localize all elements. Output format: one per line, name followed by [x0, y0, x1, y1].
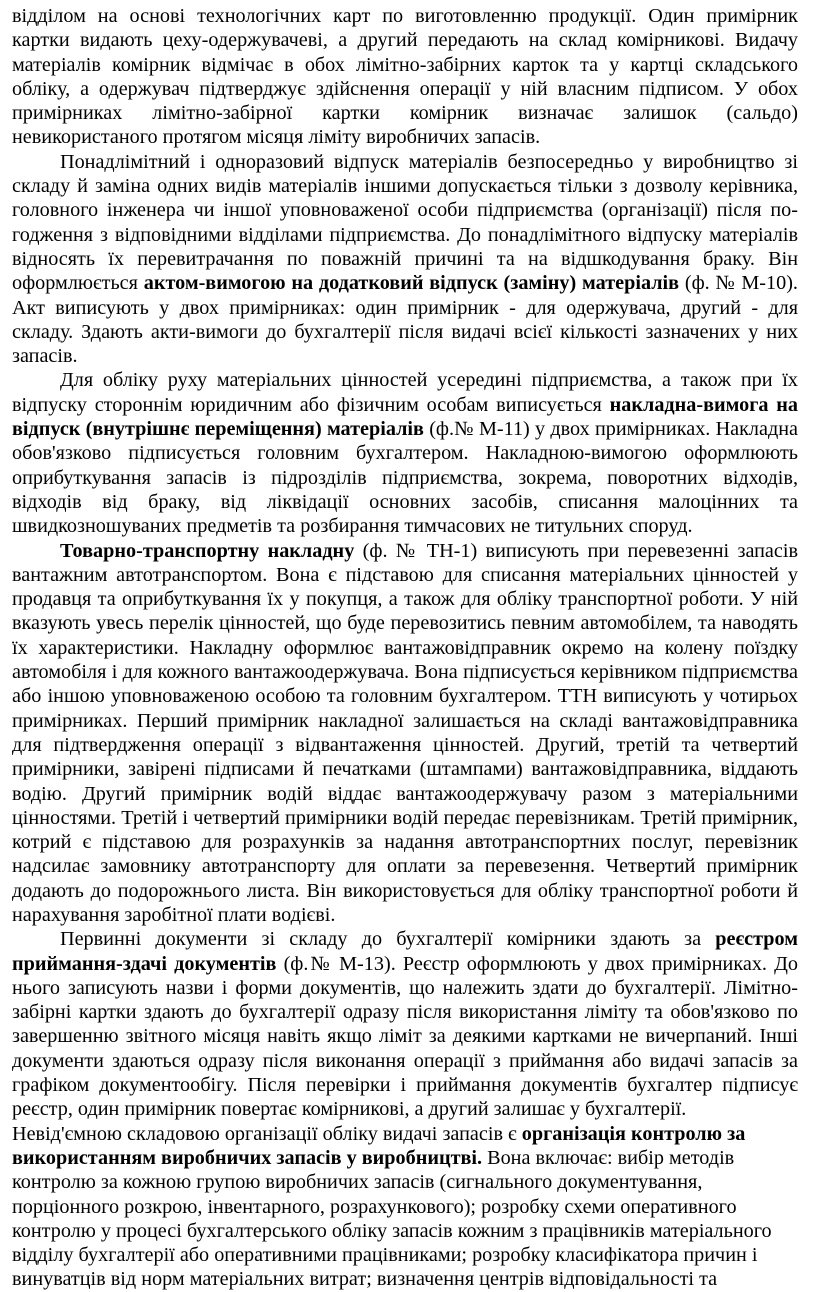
bold-term-invoice-demand: накладна-вимога на відпуск (внутрішнє переміщення) матеріалів: [12, 393, 798, 441]
paragraph-waybill: [12, 539, 798, 928]
bold-term-control: організація контролю за використанням виробничих запасів у виробництві.: [12, 1122, 746, 1169]
paragraph-text: Вона включає: вибір методів контролю за кожною групою виробничих запасів (сигнального документування, порціонного розкрою, інвентарного, розрахункового); розробку схеми оперативного контролю у процесі бухгалтерського обліку запасів кожним з працівників матеріального відділу бухгалтерії або оперативними працівниками; розробку класифікатора причин і винуватців від норм матеріальних витрат; визначення центрів відповідальності та: [12, 1146, 772, 1291]
bold-term-register: реєстром приймання-здачі документів: [12, 928, 798, 975]
paragraph-text: Для обліку руху матеріальних цінностей усередині підприємства, а також при їх відпуску стороннім юридичним або фізичним особам виписується: [12, 369, 798, 416]
paragraph-text: (ф. № М-10). Акт виписують у двох примірниках: один примірник - для одержувача, другий - для складу. Здають акти-вимоги до бухгалтерії після видачі всієї кількості зазначених у них запасів.: [12, 272, 798, 368]
bold-term-act-demand: актом-вимогою на додатковий відпуск (заміну) матеріалів: [143, 272, 680, 295]
paragraph-text: Невід'ємною складовою організації обліку видачі запасів є: [12, 1122, 522, 1145]
paragraph-register: [12, 927, 798, 1121]
paragraph-text: відділом на основі технологічних карт по виготовленню продукції. Один примірник картки видають цеху-одержувачеві, а другий передають на склад комірникові. Видачу матеріалів комірник відмічає в обох лімітно-забірних карток та у картці складського обліку, а одержувач підтверджує здійснення операції у ній власним підписом. У обох примірниках лімітно-забірної картки комірник визначає залишок (сальдо) невикористаного протягом місяця ліміту виробничих запасів.: [12, 5, 798, 149]
paragraph-text: (ф.№ М-13). Реєстр оформлюють у двох примірниках. До нього записують назви і форми документів, що належить здати до бухгалтерії. Лімітно-забірні картки здають до бухгалтерії одразу після використання ліміту та обов'язково по завершенню звітного місяця навіть якщо ліміт за деякими картками не вичерпаний. Інші документи здаються одразу після виконання операції з приймання або видачі запасів за графіком документообігу. Після перевірки і приймання документів бухгалтер підписує реєстр, один примірник повертає комірникові, а другий залишає у бухгалтерії.: [12, 952, 798, 1121]
bold-term-waybill: Товарно-транспортну накладну: [60, 539, 355, 562]
paragraph-overlimit-release: [12, 150, 798, 369]
paragraph-text: Первинні документи зі складу до бухгалтерії комірники здають за: [60, 928, 716, 951]
paragraph-control: [12, 1122, 798, 1292]
paragraph-internal-transfer: [12, 368, 798, 538]
paragraph-text: (ф. № ТН-1) виписують при перевезенні запасів вантажним автотранспортом. Вона є підставою для списання матеріальних цінностей у продавця та оприбуткування їх у покупця, а також для обліку транспортної роботи. У ній вказують увесь перелік цінностей, що буде перевозитись певним автомобілем, та наводять їх характеристики. Накладну оформлює вантажовідправник окремо на колену поїздку автомобіля і для кожного вантажоодержувача. Вона підписується керівником підприємства або іншою уповноваженою особою та головним бухгалтером. ТТН виписують у чотирьох примірниках. Перший примірник накладної залишається на складі вантажовідправника для підтвердження операції з відвантаження цінностей. Другий, третій та четвертий примірники, завірені підписами й печатками (штампами) вантажовідправника, віддають водію. Другий примірник водій віддає вантажоодержувачу разом з матеріальними цінностями. Третій і четвертий примірники водій передає перевізникам. Третій примірник, котрий є підставою для розрахунків за надання автотранспортних послуг, перевізник надсилає замовнику автотранспорту для оплати за перевезення. Четвертий примірник додають до подорожнього листа. Він використовується для обліку транспортної роботи й нарахування заробітної плати водієві.: [12, 539, 798, 926]
paragraph-text: Понадлімітний і одноразовий відпуск матеріалів безпосередньо у виробництво зі складу й заміна одних видів матеріалів іншими допускається тільки з дозволу керівника, головного інженера чи іншої уповноваженої особи підприємства (організації) після по-годження з відповідними відділами підприємства. До понадлімітного відпуску матеріалів відносять їх перевитрачання по поважній причині та на відшкодування браку. Він оформлюється: [12, 150, 798, 295]
paragraph-text: (ф.№ М-11) у двох примірниках. Накладна обов'язково підписується головним бухгалтером. Накладною-вимогою оформлюють оприбуткування запасів із підрозділів підприємства, зокрема, поворотних відходів, відходів від браку, від ліквідації основних засобів, списання малоцінних та швидкозношуваних предметів та розбирання тимчасових не титульних споруд.: [12, 418, 798, 538]
paragraph-lzk-continuation: [12, 4, 798, 150]
